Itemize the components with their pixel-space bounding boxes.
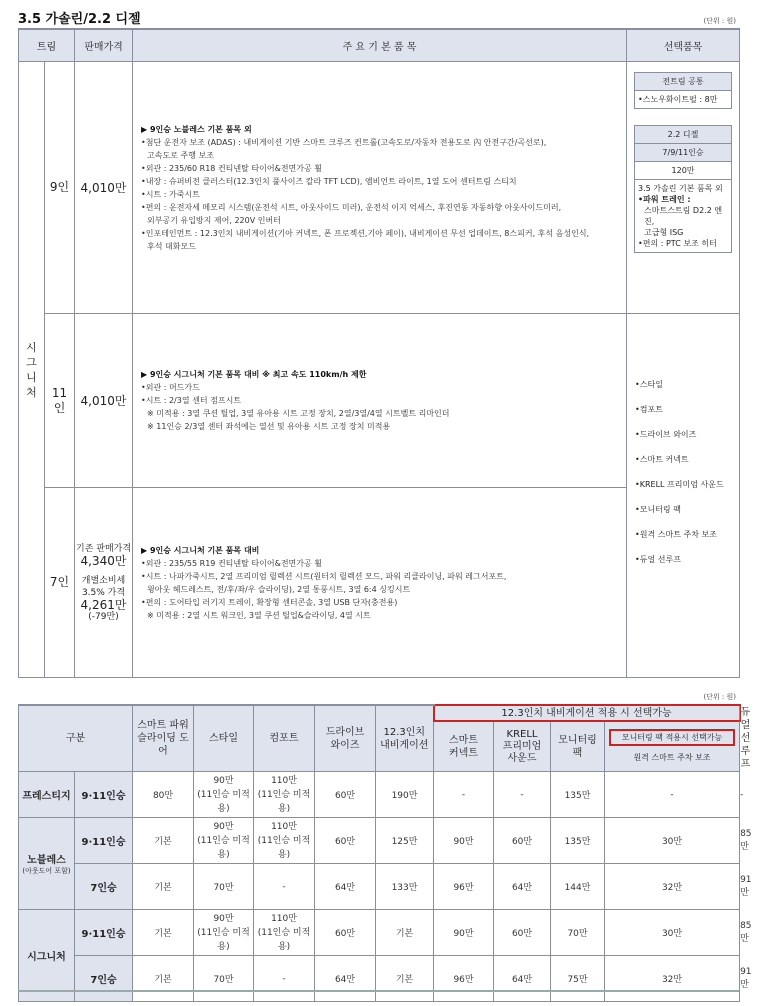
header-comfort: 컴포트 [254,705,315,772]
trim-signature: 시 그 니 처 [19,62,45,678]
options-top [627,62,740,314]
features-11: ▶ 9인승 시그니처 기본 품목 대비 ※ 최고 속도 110km/h 제한 •외관 : 머드가드 •시트 : 2/3열 센터 점프시트 ※ 미적용 : 3열 쿠션 틸업, 3열 유아용 시트 고정 장치, 2열/3열/4열 시트벨트 리마인더 ※ 11인승 2/3열 센터 좌석에는 열선 및 유아용 시트 고정 장치 미적용 [133,314,627,488]
trim-table [18,28,740,678]
features-9: ▶ 9인승 노블레스 기본 품목 외 •첨단 운전자 보조 (ADAS) : 내비게이션 기반 스마트 크루즈 컨트롤(고속도로/자동차 전용도로 內 안전구간/곡선로), 고속도로 주행 보조 •외관 : 235/60 R18 컨티넨탈 타이어&전면가공 휠 •내장 : 슈퍼비전 클러스터(12.3인치 풀사이즈 칼라 TFT LCD), 앰비언트 라이트, 1열 도어 센터트림 스티치 •시트 : 가죽시트 •편의 : 운전자세 메모리 시스템(운전석 시트, 아웃사이드 미러), 운전석 이지 억세스, 후진연동 자동하향 아웃사이드미러, 외부공기 유입방지 제어, 220V 인버터 •인포테인먼트 : 12.3인치 내비게이션(기아 커넥트, 폰 프로젝션,기아 페이), 내비게이션 무선 업데이트, 8스피커, 후석 음성인식, 후석 대화모드 [133,62,627,314]
row-noblesse-7: 7인승 기본 70만 - 64만 133만 96만 64만 144만 32만 91만 [19,864,740,910]
seat-7: 7인 [45,488,75,678]
page-title: 3.5 가솔린/2.2 디젤 [18,12,141,27]
row-noblesse-9: 노블레스 (아웃도어 포함) 9·11인승 기본 90만 (11인승 미적용) 110만 (11인승 미적용) 60만 125만 90만 60만 135만 30만 85만 [19,818,740,864]
price-11: 4,010만 [75,314,133,488]
row-prestige: 프레스티지 9·11인승 80만 90만 (11인승 미적용) 110만 (11인승 미적용) 60만 190만 - - 135만 - - [19,772,740,818]
features-7: ▶ 9인승 시그니처 기본 품목 대비 •외관 : 235/55 R19 컨티넨탈 타이어&전면가공 휠 •시트 : 나파가죽시트, 2열 프리미엄 릴렉션 시트(원터치 릴렉션 모드, 파워 리클라이닝, 파워 레그서포트, 윙아웃 헤드레스트, 전/후/좌/우 슬라이딩), 2열 통풍시트, 3열 6:4 싱킹시트 •편의 : 도어타입 러기지 트레이, 확장형 센터콘솔, 3열 USB 단자(충전용) ※ 미적용 : 2열 시트 워크인, 3열 쿠션 틸업&슬라이딩, 4열 시트 [133,488,627,678]
header-price: 판매가격 [75,29,133,62]
diesel-option-box: 2.2 디젤 7/9/11인승 120만 3.5 가솔린 기본 품목 외 •파워 트레인 : 스마트스트림 D2.2 엔진, 고급형 ISG •편의 : PTC 보조 히터 [634,125,732,253]
bottom-rule [18,990,739,992]
options-list: •스타일 •컴포트 •드라이브 와이즈 •스마트 커넥트 •KRELL 프리미엄 사운드 •모니터링 팩 •원격 스마트 주차 보조 •듀얼 선루프 [627,314,740,678]
header-drive-wise: 드라이브 와이즈 [315,705,376,772]
trim-table-header [19,29,740,62]
row-signature-7: 7인승 기본 70만 - 64만 기본 96만 64만 75만 32만 91만 [19,956,740,1002]
label-signature: 시그니처 [19,910,75,1002]
header-style: 스타일 [194,705,254,772]
header-navigation: 12.3인치 내비게이션 [376,705,434,772]
label-prestige: 프레스티지 [19,772,75,818]
header-smart-connect: 스마트 커넥트 [434,721,494,771]
trim-row-9 [19,62,740,314]
header-remote-parking: 모니터링 팩 적용시 선택가능 원격 스마트 주차 보조 [605,721,740,771]
header-krell: KRELL 프리미엄 사운드 [494,721,551,771]
option-header-row-1: 구분 스마트 파워 슬라이딩 도어 스타일 컴포트 드라이브 와이즈 12.3인치 내비게이션 12.3인치 내비게이션 적용 시 선택가능 듀얼 선루프 [19,705,740,721]
header-options: 선택품목 [627,29,740,62]
header-nav-group: 12.3인치 내비게이션 적용 시 선택가능 [434,705,740,721]
header-monitoring: 모니터링 팩 [551,721,605,771]
trim-row-11 [19,314,740,488]
price-7: 기존 판매가격 4,340만 개별소비세 3.5% 가격 4,261만 (-79만) [75,488,133,678]
header-sliding-door: 스마트 파워 슬라이딩 도어 [133,705,194,772]
header-group: 구분 [19,705,133,772]
row-signature-9: 시그니처 9·11인승 기본 90만 (11인승 미적용) 110만 (11인승 미적용) 60만 기본 90만 60만 70만 30만 85만 [19,910,740,956]
unit-label: (단위 : 원) [703,17,736,25]
header-features: 주 요 기 본 품 목 [133,29,627,62]
option-price-table [18,704,752,1002]
seat-11: 11 인 [45,314,75,488]
unit-label-2: (단위 : 원) [703,693,736,701]
common-option-box: 전트림 공통 •스노우화이트펄 : 8만 [634,72,732,109]
label-noblesse: 노블레스 (아웃도어 포함) [19,818,75,910]
header-trim: 트림 [19,29,75,62]
price-9: 4,010만 [75,62,133,314]
seat-9: 9인 [45,62,75,314]
